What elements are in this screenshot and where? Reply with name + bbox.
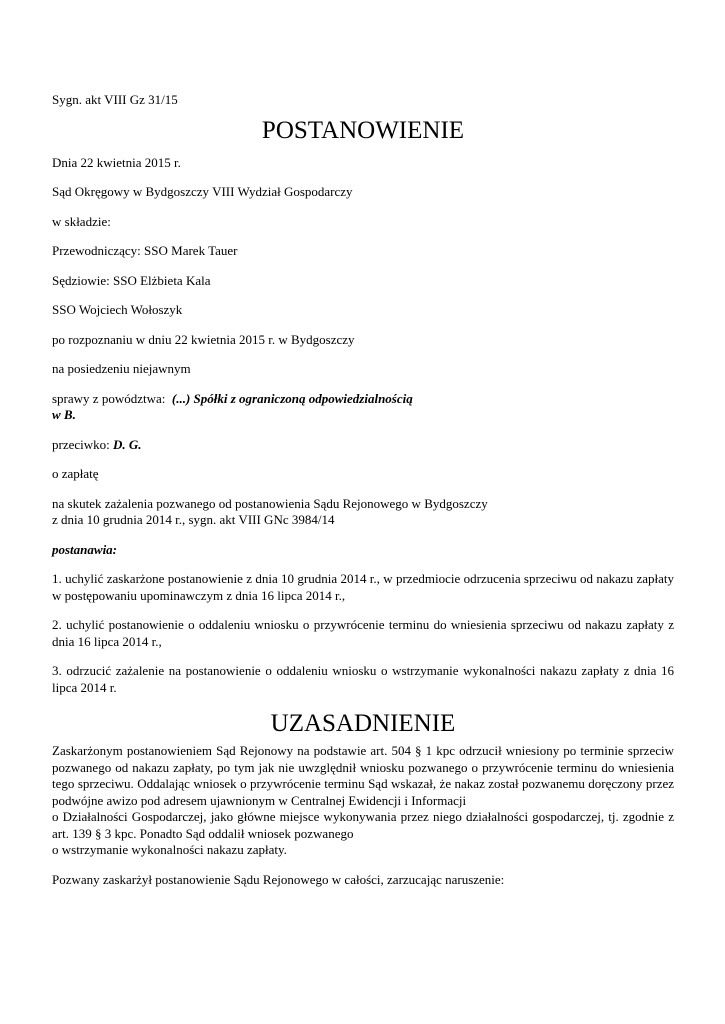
plaintiff-name: (...) Spółki z ograniczoną odpowiedzialnością (171, 390, 413, 406)
plaintiff-prefix: sprawy z powództwa: (52, 390, 169, 406)
appeal-basis (52, 496, 674, 529)
decides-label: postanawia: (52, 541, 118, 557)
defendant-prefix: przeciwko: (52, 436, 114, 452)
presiding-judge: Przewodniczący: SSO Marek Tauer (52, 243, 238, 258)
justification-paragraph-2: Pozwany zaskarżył postanowienie Sądu Rejonowego w całości, zarzucając naruszenie: (52, 871, 505, 887)
date-line: Dnia 22 kwietnia 2015 r. (52, 154, 181, 170)
composition-label: w składzie: (52, 213, 111, 229)
court-name: Sąd Okręgowy w Bydgoszczy VIII Wydział Gospodarczy (52, 184, 353, 199)
appeal-line-1: na skutek zażalenia pozwanego od postanowienia Sądu Rejonowego w Bydgoszczy (52, 495, 488, 511)
justification-line: o wstrzymanie wykonalności nakazu zapłaty. (52, 842, 287, 857)
document-title: POSTANOWIENIE (261, 116, 465, 144)
ruling-item: 1. uchylić zaskarżone postanowienie z dnia 10 grudnia 2014 r., w przedmiocie odrzucenia sprzeciwu od nakazu zapłaty w postępowaniu upominawczym z dnia 16 lipca 2014 r., (52, 571, 674, 603)
ruling-item: 2. uchylić postanowienie o oddaleniu wniosku o przywrócenie terminu do wniesienia sprzeciwu od nakazu zapłaty z dnia 16 lipca 2014 r., (52, 617, 674, 649)
justification-paragraph (52, 743, 674, 859)
justification-title: UZASADNIENIE (270, 710, 456, 737)
justification-line: Zaskarżonym postanowieniem Sąd Rejonowy na podstawie art. 504 § 1 kpc odrzucił wniesiony po terminie sprzeciw pozwanego od nakazu zapłaty, po tym jak nie uwzględnił wniosku pozwanego o przywrócenie terminu do wniesienia tego sprzeciwu. Oddalając wniosek o przywrócenie terminu Sąd wskazał, że nakaz został pozwanemu doręczony przez podwójne awizo pod adresem ujawnionym w Centralnej Ewidencji i Informacji (52, 743, 674, 808)
plaintiff-line (52, 391, 674, 424)
ruling-item: 3. odrzucić zażalenie na postanowienie o oddaleniu wniosku o wstrzymanie wykonalności nakazu zapłaty z dnia 16 lipca 2014 r. (52, 663, 674, 695)
plaintiff-location: w B. (52, 407, 76, 422)
hearing-line: po rozpoznaniu w dniu 22 kwietnia 2015 r. w Bydgoszczy (52, 331, 355, 347)
appeal-line-2: z dnia 10 grudnia 2014 r., sygn. akt VIII GNc 3984/14 (52, 512, 335, 527)
defendant-line (52, 437, 674, 454)
judge-second: SSO Wojciech Wołoszyk (52, 302, 183, 317)
defendant-name: D. G. (113, 436, 142, 452)
justification-line: o Działalności Gospodarczej, jako główne miejsce wykonywania przez niego działalności gospodarczej, tj. zgodnie z art. 139 § 3 kpc. Ponadto Sąd oddalił wniosek pozwanego (52, 809, 674, 841)
judges-line: Sędziowie: SSO Elżbieta Kala (52, 272, 211, 288)
case-signature: Sygn. akt VIII Gz 31/15 (52, 92, 178, 107)
document-page (52, 92, 674, 901)
session-line: na posiedzeniu niejawnym (52, 361, 191, 376)
subject-line: o zapłatę (52, 466, 99, 481)
